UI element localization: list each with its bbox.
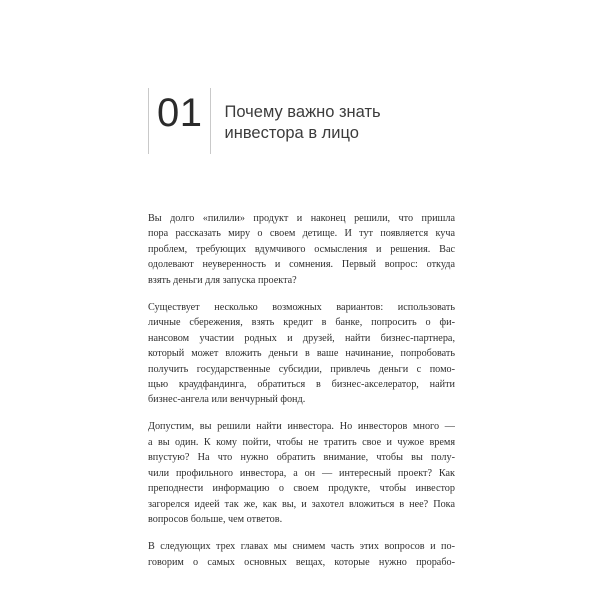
- chapter-title: [211, 99, 381, 143]
- text-line: пора рассказать миру о своем детище. И тут появляется куча: [148, 228, 455, 240]
- chapter-title-line: Почему важно знать: [224, 103, 381, 122]
- paragraph: [148, 539, 455, 570]
- chapter-heading: [148, 88, 381, 154]
- text-line: загорелся идеей так же, как вы, и захотел вложиться в нее? Пока: [148, 498, 455, 510]
- text-line: щью краудфандинга, обратиться в бизнес-акселератор, найти: [148, 379, 455, 391]
- text-line: В следующих трех главах мы снимем часть этих вопросов и по-: [148, 541, 455, 553]
- text-line: проблем, требующих вдумчивого осмысления и решения. Вас: [148, 243, 455, 255]
- text-line: взять деньги для запуска проекта?: [148, 274, 297, 286]
- text-line: преподнести информацию о своем продукте, чтобы инвестор: [148, 483, 455, 495]
- paragraph: [148, 300, 455, 408]
- text-line: чили профильного инвестора, а он — интересный проект? Как: [148, 467, 455, 479]
- body-text-column: [148, 211, 455, 570]
- text-line: нансовом участии родных и друзей, найти бизнес-партнера,: [148, 332, 455, 344]
- text-line: говорим о самых основных вещах, которые нужно прорабо-: [148, 556, 455, 568]
- chapter-number: 01: [157, 91, 203, 135]
- text-line: а вы один. К кому пойти, чтобы не тратить свое и чужое время: [148, 436, 455, 448]
- chapter-title-line: инвестора в лицо: [224, 123, 359, 142]
- paragraph: [148, 419, 455, 527]
- text-line: впустую? На что нужно обратить внимание, чтобы вы полу-: [148, 452, 455, 464]
- text-line: который может вложить деньги в ваше начинание, попробовать: [148, 348, 455, 360]
- text-line: личные сбережения, взять кредит в банке, попросить о фи-: [148, 317, 455, 329]
- text-line: вопросов больше, чем ответов.: [148, 514, 283, 526]
- text-line: Существует несколько возможных вариантов: использовать: [148, 301, 455, 313]
- text-line: бизнес-ангела или венчурный фонд.: [148, 394, 306, 406]
- text-line: одолевают неуверенность и сомнения. Первый вопрос: откуда: [148, 259, 455, 271]
- text-line: Допустим, вы решили найти инвестора. Но инвесторов много —: [148, 421, 455, 433]
- text-line: получить государственные субсидии, привлечь деньги с помо-: [148, 363, 455, 375]
- paragraph: [148, 211, 455, 288]
- text-line: Вы долго «пилили» продукт и наконец решили, что пришла: [148, 213, 455, 224]
